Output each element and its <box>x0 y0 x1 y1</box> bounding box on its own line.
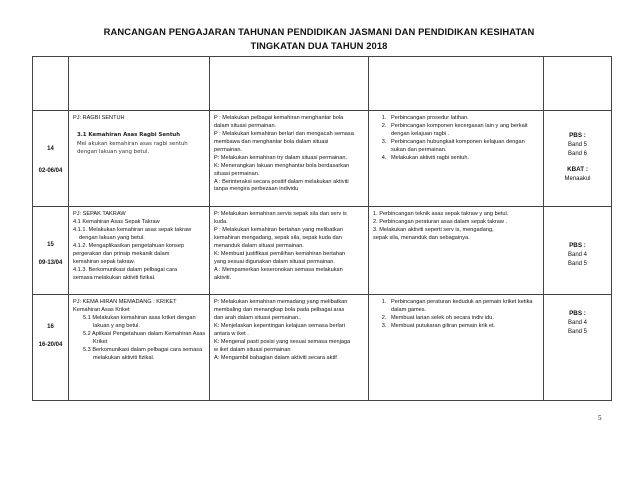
unit-sub-line: 5.1 Melakukan kemahiran asas kriket dengan lakuan y ang betul. <box>83 314 196 329</box>
pbs-band: Band 4 <box>567 251 588 258</box>
notes-cell <box>369 295 544 401</box>
unit-line: Kemahiran Asas Kriket <box>73 306 130 313</box>
pbs-band: Band 5 <box>567 261 588 268</box>
activity-line: antara w iket . <box>214 330 249 337</box>
activity-line: situasi permainan. <box>214 170 260 177</box>
notes-cell <box>369 111 544 207</box>
activity-line: w iket dalam situasi permainan <box>214 346 291 353</box>
pbs-label: PBS : <box>569 132 586 139</box>
notes-item: 3. Perbincangan hubungkait komponen kelajuan dengan sukan dan permainan. <box>388 139 540 155</box>
header-cell-notes <box>369 57 544 111</box>
header-cell-unit <box>69 57 210 111</box>
week-date: 02-06/04 <box>38 167 63 174</box>
activity-line: A: Mengambil bahagian dalam aktiviti secara aktif <box>214 354 337 361</box>
assessment-cell <box>544 111 612 207</box>
activities-cell <box>210 111 369 207</box>
activity-line: K: Membuat justifikasi pemilihan kemahiran bertahan <box>214 250 346 257</box>
notes-line: 2. Perbincangan peraturan asas dalam sepak takraw . <box>373 218 508 225</box>
activity-line: K: Mengenal pasti posisi yang sesuai semasa menjaga <box>214 338 351 345</box>
pbs-band: Band 5 <box>567 329 588 336</box>
unit-note-line: dengan lakuan yang betul. <box>77 149 150 156</box>
activity-line: P: Melakukan kemahiran try dalam situasi permainan. <box>214 154 348 161</box>
unit-line: pergerakan dan prinsip mekanik dalam <box>73 250 170 257</box>
kbat-label: KBAT : <box>567 166 588 174</box>
unit-line: 4.1.3. Berkomunikasi dalam pelbagai cara <box>73 266 178 273</box>
notes-item: 1. Perbincangan prosedur latihan. <box>388 115 540 123</box>
activity-line: P : Melakukan kemahiran bertahan yang melibatkan <box>214 226 343 233</box>
activity-line: tanpa mengira perbezaan individu <box>214 186 299 193</box>
activity-line: K: Menjelaskan kepentingan kelajuan semasa berlari <box>214 322 345 329</box>
activity-line: membawa dan menghantar bola dalam situasi <box>214 138 329 145</box>
activity-line: membaling dan menangkap bola pada pelbagai aras <box>214 306 345 313</box>
unit-line: 4.1.1. Melakukan kemahiran asas sepak takraw <box>73 226 192 233</box>
week-number: 16 <box>47 324 54 330</box>
unit-title: PJ: SEPAK TAKRAW <box>73 211 126 217</box>
activity-line: menanduk dalam situasi permainan. <box>214 242 304 249</box>
table-row <box>33 111 612 207</box>
activity-line: P : Melakukan kemahiran berlari dan mengacah semasa <box>214 130 354 137</box>
document-title: RANCANGAN PENGAJARAN TAHUNAN PENDIDIKAN JASMANI DAN PENDIDIKAN KESIHATAN <box>103 26 535 37</box>
table-row <box>33 207 612 295</box>
unit-line: 4.1 Kemahiran Asas Sepak Takraw <box>73 218 160 225</box>
notes-item: 4. Melakukan aktiviti ragbi sentuh. <box>388 155 540 163</box>
unit-sub-line: 5.3 Berkomunikasi dalam pelbagai cara semasa melakukan aktiviti fizikal. <box>83 346 203 361</box>
pbs-label: PBS : <box>569 242 586 249</box>
activity-line: dan arah dalam situasi permainan.. <box>214 314 302 321</box>
lesson-plan-table <box>32 56 612 401</box>
unit-title: PJ: KEMA HIRAN MEMADANG : KRIKET <box>73 299 177 305</box>
unit-line: semasa melakukan aktiviti fizikal. <box>73 274 156 281</box>
header-cell-assessment <box>544 57 612 111</box>
activity-line: yang sesuai digunakan dalam situasi permainan. <box>214 258 335 265</box>
notes-item: 1. Perbincangan peraturan keduduk an pemain kriket ketika dalam games. <box>388 299 540 315</box>
activity-line: aktiviti. <box>214 274 232 281</box>
notes-list <box>373 115 540 163</box>
pbs-band: Band 4 <box>567 319 588 326</box>
pbs-band: Band 5 <box>567 141 588 148</box>
activity-line: dalam situasi permainan. <box>214 122 277 129</box>
week-cell <box>33 295 69 401</box>
activity-line: A : Berinteraksi secara positif dalam melakukan aktiviti <box>214 178 349 185</box>
week-date: 09-13/04 <box>38 259 63 266</box>
activities-cell <box>210 295 369 401</box>
document-subtitle: TINGKATAN DUA TAHUN 2018 <box>250 40 388 51</box>
activity-line: P: Melakukan kemahiran memadang yang melibatkan <box>214 299 348 305</box>
activity-line: P : Melakukan pelbagai kemahiran menghantar bola <box>214 115 344 121</box>
week-cell <box>33 207 69 295</box>
unit-sub-line: 5.2 Aplikasi Pengetahuan dalam Kemahiran Asas Kriket <box>83 330 206 345</box>
week-number: 15 <box>47 242 54 248</box>
unit-cell <box>69 111 210 207</box>
assessment-cell <box>544 295 612 401</box>
notes-item: 3. Membuat putukaran giliran pemain krik et. <box>388 323 540 331</box>
unit-note-line: Mel akukan kemahiran asas ragbi sentuh <box>77 140 188 147</box>
week-date: 16-20/04 <box>38 341 63 348</box>
notes-line: 3. Melakukan aktiviti seperti serv is, mengadang, <box>373 226 494 233</box>
activity-line: K: Menerangkan lakuan menghantar bola berdasarkan <box>214 162 350 169</box>
unit-cell <box>69 295 210 401</box>
unit-note-title: 3.1 Kemahiran Asas Ragbi Sentuh <box>77 131 181 138</box>
notes-cell <box>369 207 544 295</box>
unit-title: PJ: RAGBI SENTUH <box>73 115 125 121</box>
header-row <box>33 57 612 111</box>
kbat-value: Menaakul <box>564 176 591 183</box>
activity-line: A : Mempamerkan keseronokan semasa melakukan <box>214 266 343 273</box>
unit-line: kemahiran sepak takraw. <box>73 258 135 265</box>
notes-item: 2. Perbincangan komponen kecergasan lain y ang berkait dengan kelajuan ragbi . <box>388 123 540 139</box>
unit-line: 4.1.2. Mengaplikasikan pengetahuan konsep <box>73 242 185 249</box>
unit-cell <box>69 207 210 295</box>
table-row <box>33 295 612 401</box>
header-cell-activities <box>210 57 369 111</box>
pbs-label: PBS : <box>569 310 586 317</box>
activity-line: P: Melakukan kemahiran servis sepak sila dan serv is <box>214 211 347 217</box>
activities-cell <box>210 207 369 295</box>
activity-line: kemahiran mengadang, sepak sila, sepak kuda dan <box>214 234 342 241</box>
week-number: 14 <box>47 146 54 152</box>
activity-line: kuda. <box>214 218 228 225</box>
notes-list <box>373 299 540 331</box>
notes-line: sepak sila, menanduk dan sebagainya. <box>373 234 470 241</box>
notes-line: 1. Perbincangan teknik asas sepak takraw y ang betul. <box>373 211 509 217</box>
page-number: 5 <box>598 414 602 422</box>
assessment-cell <box>544 207 612 295</box>
pbs-band: Band 6 <box>567 151 588 158</box>
activity-line: permainan. <box>214 146 242 153</box>
header-cell-week <box>33 57 69 111</box>
week-cell <box>33 111 69 207</box>
notes-item: 2. Membuat larian selek oh secara indiv idu. <box>388 315 540 323</box>
unit-line: dengan lakuan yang betul. <box>79 234 145 241</box>
